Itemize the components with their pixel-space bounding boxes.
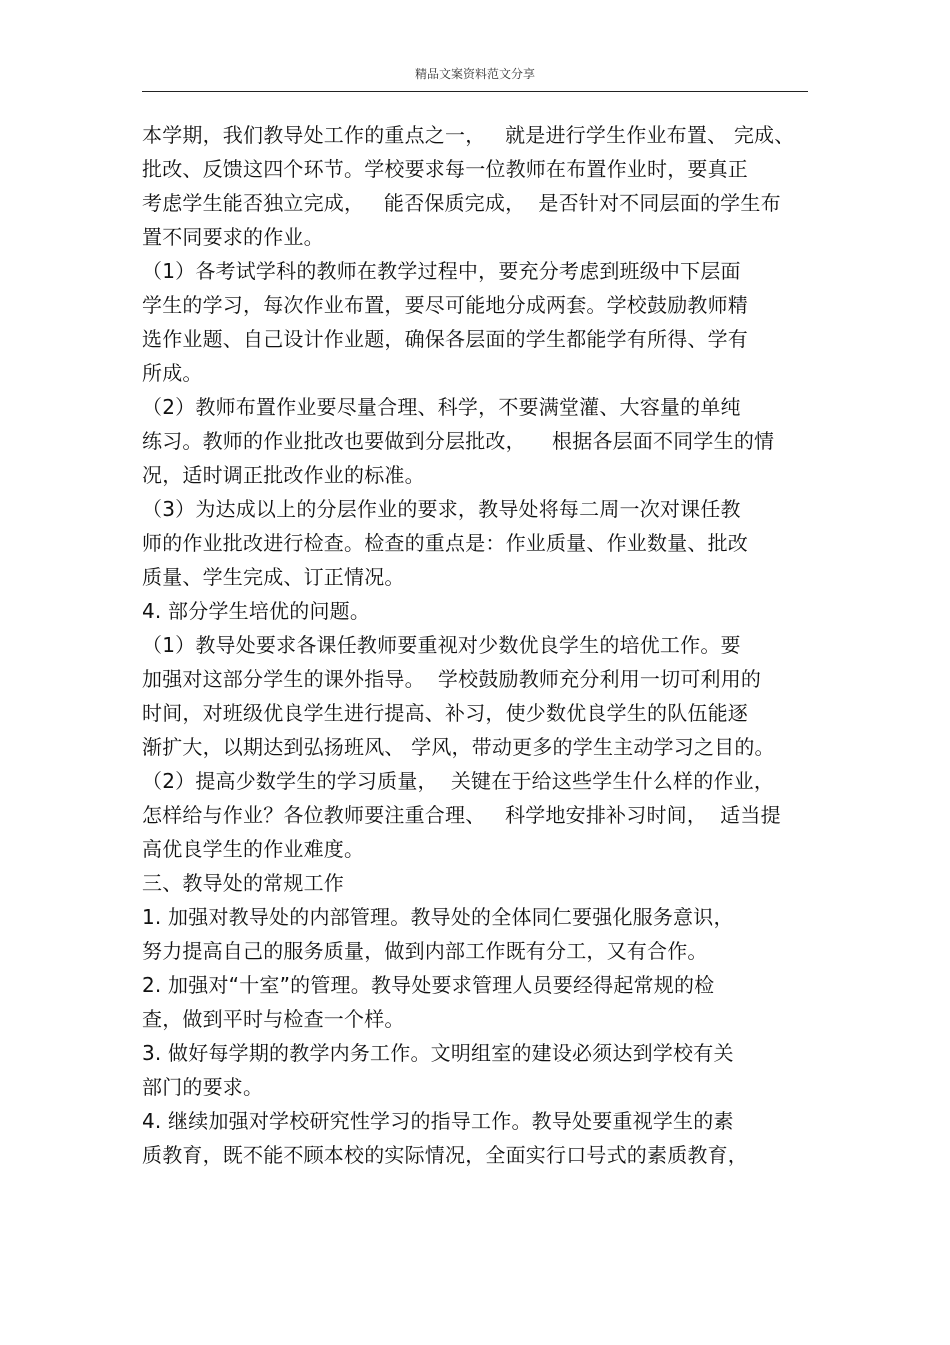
text-line: 质教育，既不能不顾本校的实际情况，全面实行口号式的素质教育，: [142, 1143, 748, 1167]
text-line: 加强对这部分学生的课外指导。 学校鼓励教师充分利用一切可利用的: [142, 667, 762, 691]
text-line: 师的作业批改进行检查。检查的重点是：作业质量、作业数量、批改: [142, 531, 748, 555]
text-line: （1）各考试学科的教师在教学过程中，要充分考虑到班级中下层面: [142, 259, 741, 283]
text-line: （3）为达成以上的分层作业的要求，教导处将每二周一次对课任教: [142, 497, 741, 521]
text-line: （2）教师布置作业要尽量合理、科学，不要满堂灌、大容量的单纯: [142, 395, 741, 419]
text-line: 练习。教师的作业批改也要做到分层批改， 根据各层面不同学生的情: [142, 429, 775, 453]
text-line: 2. 加强对“十室”的管理。教导处要求管理人员要经得起常规的检: [142, 973, 715, 997]
text-line: 学生的学习，每次作业布置，要尽可能地分成两套。学校鼓励教师精: [142, 293, 748, 317]
text-line: 努力提高自己的服务质量，做到内部工作既有分工，又有合作。: [142, 939, 708, 963]
text-line: 质量、学生完成、订正情况。: [142, 565, 405, 589]
text-line: 本学期，我们教导处工作的重点之一， 就是进行学生作业布置、 完成、: [142, 123, 795, 147]
page-header: 精品文案资料范文分享: [414, 67, 535, 81]
text-line: 渐扩大，以期达到弘扬班风、 学风，带动更多的学生主动学习之目的。: [142, 735, 775, 759]
text-line: 怎样给与作业？各位教师要注重合理、 科学地安排补习时间， 适当提: [142, 803, 781, 827]
text-line: 3. 做好每学期的教学内务工作。文明组室的建设必须达到学校有关: [142, 1041, 734, 1065]
text-line: 查，做到平时与检查一个样。: [142, 1007, 405, 1031]
text-line: 批改、反馈这四个环节。学校要求每一位教师在布置作业时，要真正: [142, 157, 748, 181]
text-line: （1）教导处要求各课任教师要重视对少数优良学生的培优工作。要: [142, 633, 741, 657]
text-line: 置不同要求的作业。: [142, 225, 324, 249]
text-line: 考虑学生能否独立完成， 能否保质完成， 是否针对不同层面的学生布: [142, 191, 781, 215]
text-line: （2）提高少数学生的学习质量， 关键在于给这些学生什么样的作业，: [142, 769, 775, 793]
text-line: 选作业题、自己设计作业题，确保各层面的学生都能学有所得、学有: [142, 327, 748, 351]
text-line: 三、教导处的常规工作: [142, 871, 344, 895]
text-line: 时间，对班级优良学生进行提高、补习，使少数优良学生的队伍能逐: [142, 701, 748, 725]
document-body: [142, 118, 822, 1172]
text-line: 4. 部分学生培优的问题。: [142, 599, 371, 623]
text-line: 4. 继续加强对学校研究性学习的指导工作。教导处要重视学生的素: [142, 1109, 734, 1133]
text-line: 1. 加强对教导处的内部管理。教导处的全体同仁要强化服务意识，: [142, 905, 734, 929]
text-line: 高优良学生的作业难度。: [142, 837, 365, 861]
header-rule: [142, 91, 808, 92]
text-line: 部门的要求。: [142, 1075, 264, 1099]
text-line: 所成。: [142, 361, 203, 385]
text-line: 况，适时调正批改作业的标准。: [142, 463, 425, 487]
